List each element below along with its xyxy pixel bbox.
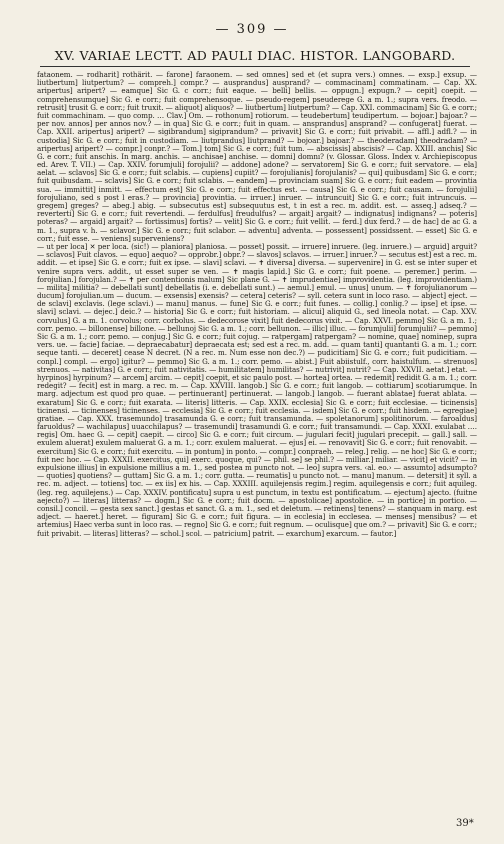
body-paragraph: fataonem. — rodharit] rothärit. — farone] faraonem. — sed omnes] sed et (et supra vers.) omnes. — exsp.] exsup. — liutbertum] liutpertum? — compreh.] compr.? — ausprandus] ausprand? — commacinam] commatinam. — Cap. XX. aripertus] aripert? — eamque] Sic G. c corr.; fuit eaque. — belli] bellis. — oppugn.] expugn.? — cepit] coepit. — comprehensumque] Sic G. e corr.; fuit comprehensoque. — pseudo-regem] pseuderege G. a m. 1.; supra vers. freodo. — retrusit] trusit G. e corr.; fuit truxit. — aliquot] aliquos? — liutbertum] liutpertum? — Cap. XXI. commacinam] Sic G. e corr.; fuit commachinam. — quo comp. … Clav.] Om. — rothonum] rotiorum. — teudebertum] teudipertum. — bojoar.] bajoar.? — per nov. annos] per annos nov.? — in qua] Sic G. e corr.; fuit in quam. — ansprandus] ansprand? — confugerat] fuerat. — Cap. XXII. aripertus] aripert? — sigibrandum] sigiprandum? — privavit] Sic G. e corr.; fuit privabit. — affl.] adfl.? — in custodia] Sic G. e corr.; fuit in custodiam. — liutprandus] liutprand? — bojoar.] bajoar.? — theoderadam] theodradam? — aripertus] aripert? — compr.] conpr.? — Tom.] tom] Sic G. e corr.; fuit tum. — abscissis] abscisis? — Cap. XXIII. anchis] Sic G. e corr.; fuit anschis. In marg. anchis. — anchisae] anchise. — domni] domnı? (v. Glossar. Gloss. Index v. Archiepiscopus ed. Arev. T. VII.) — Cap. XXIV. forumjuli] forojulii? — addone] adone? — servatorem] Sic G. e corr.; fuit servatore. — ela] aelat. — sclavos] Sic G. e corr.; fuit sclabis. — cupiens] cupiit? — forojulianis] forojulanis? — qui] quibusdam] Sic G. e corr.; fuit quibusdam. — sclavis] Sic G. e corr.; fuit sclabis. — eandem] — provinciam suam] Sic G. e corr.; fuit eadem — provintia sua. — immittit] inmitt. — effectum est] Sic G. e corr.; fuit effectus est. — causa] Sic G. e corr.; fuit causam. — forojulii] forojuliano, sed s post l eras.? — provincia] provintia. — irruer.] inruer. — intruncuit] Sic G. e corr.; fuit intruncuis. — gregem] greges? — abeg.] abig. — subsecutus est] subsequutus est, t in est a rec. m. addit. est. — asseq.] adseq.? — reverterti] Sic G. e corr.; fuit revertendi. — ferdulfus] freudulfus? — argait] argait? — indignatus] indignans? — poteris] poteras? — argaid] argait? — fortissimus] fortis? — velit] Sic G. e corr.; fuit vellit. — ferd.] dux ferd.? — de hac] de ac G. a m. 1., supra v. h. — sclavor.] Sic G. e corr.; fuit sclabor. — adventu] adventa. — possessent] possidssent. — esset] Sic G. e corr.; fuit esse. — veniens] superveniens?	[37, 70, 477, 243]
page-body	[37, 71, 477, 538]
signature-mark: 39*	[456, 818, 474, 829]
running-head: XV. VARIAE LECTT. AD PAULI DIAC. HISTOR. LANGOBARD.	[40, 48, 470, 67]
page-number: — 309 —	[215, 22, 289, 37]
body-paragraph: — ut per loca] ✕ per loca. (sic!) — planiora] planiosa. — posset] possit. — irruere] inruere. (leg. inruere.) — arguid] arguit? — sclavos] Fuit clavos. — equo] aequo? — opprobr.] obpr.? — slavos] sclavos. — irruer.] inruer.? — secutus est] est a rec. m. addit. — et ipse] Sic G. e corr.; fuit ex ipse. — slavi] sclavi. — ✝ diversa] diversa. — supervenire] in G. est se inter super et venire supra vers. addit., ut esset super se ven. — ✝ magis lapid.] Sic G. e corr.; fuit poene. — peremer.] perim. — forojulian.] forojulan.? — ✝ per contentionis malum] Sic plane G. — ✝ imprudentiae] improvidentia. (leg. improvidentiam.) — milita] militia? — debellati sunt] debellatis (i. e. debellati sunt.) — aemul.] emul. — unus] unum. — ✝ forojulianorum — ducum] forojulian.um — ducum. — exsensis] exensis? — cetera] ceteris? — syll. cetera sunt in loco raso. — abject] eject. — de sclavi] exclavis. (lege sclavi.) — manu] manus. — fune] Sic G. e corr.; fuit funes. — collig.] conlig.? — ipse] et ipse. — slavi] sclavi. — dejec.] deic.? — historia] Sic G. e corr.; fuit historiam. — alicui] aliquid G., sed lineola notat. — Cap. XXV. corvulus] G. a m. 1. corvolus; corr. corbolus. — dedecorose vixit] fuit dedecorus vixit. — Cap. XXVI. pemmo] Sic G. a m. 1.; corr. pemo. — billonense] billone. — bellunoj Sic G. a m. 1.; corr. bellunon. — illic] illuc. — forumjulii] forumjulii? — pemmo] Sic G. a m. 1.; corr. pemo. — conjug.] Sic G. e corr.; fuit cojug. — ratpergam] ratpergam? — nomine, quae] nominep, supra vers. ue. — facie] faciae. — depraecabatur] depraecata est; sed est a rec. m. add. — quam tanti] quantanti G. a m. 1.; corr. seque tanti. — deceret] cease N decret. (N a rec. m. Num esse non dec.?) — pudicitiam] Sic G. e corr.; fuit pudicitiam. — conpl.] compl. — ergo] igitur? — pemmo] Sic G. a m. 1.; corr. pemo. — abist.] Fuit abiistulf., corr. haistulfum. — strenuos] strenuos. — nativitas] G. e corr.; fuit nativitatis. — humilitatem] humilitas? — nutrivit] nutrit? — Cap. XXVII. aetat.] etat. — hyrpinos] hyrpinum? — arcem] arcim. — cepit] coepit, et sic paulo post. — hortea] ortea. — redemit] redidit G. a m. 1.; corr. redegit? — fecit] est in marg. a rec. m. — Cap. XXVIII. langob.] Sic G. e corr.; fuit langob. — cottiarum] scotiarumque. In marg. adjectum est quod pro quae. — pertinuerant] pertinuerat. — langob.] langob. — fuerant ablatae] fuerat ablata. — exaratum] Sic G. e corr.; fuit exarata. — literis] litteris. — Cap. XXIX. ecclesia] Sic G. e corr.; fuit ecclesiae. — ticinensis] ticinensi. — ticinenses] ticinenses. — ecclesia] Sic G. e corr.; fuit ecclesia. — isdem] Sic G. e corr.; fuit hisdem. — egregiae] gratiae. — Cap. XXX. trasemundo] trasamunda G. e corr.; fuit transamunda. — spoletanorum] spolitinorum. — faroaldus] faruoldus? — wachilapus] uuacchilapus? — trasemundi] trasamundi G. e corr.; fuit transamundi. — Cap. XXXI. exulabat …. regis] Om. haec G. — cepit] caepit. — circo] Sic G. e corr.; fuit circum. — jugulari fecit] jugulari precepit. — gall.] sall. — exulem aluerat] exulem maluerat G. a m. 1.; corr. exulem maluerat. — ejus] ei. — renovavit] Sic G. e corr.; fuit renovabit. — exercitum] Sic G. e corr.; fuit exercitu. — in pontum] in ponto. — compr.] conpraeh. — releg.] relig. — ne hoc] Sic G. e corr.; fuit nec hoc. — Cap. XXXII. exercitus, qui] exerc. quoque, qui? — phil. se] se phil.? — milliar.] miliar. — vicit] et vicit? — in expulsione illius] in expulsione millius a m. 1., sed postea m puncto not. — leo] supra vers. ‹al. eo.› — assumto] adsumpto? — quoties] quotiens? — guttam] Sic G. a m. 1.; corr. gutta. — reumatis] u puncto not. — manu] manum. — detersit] it syll. a rec. m. adject. — totiens] toc. — ex iis] ex his. — Cap. XXXIII. aquilejensis regim.] regim. aquilegensis e corr.; fuit aquileg. (leg. reg. aquilejens.) — Cap. XXXIV. pontificatu] supra u est punctum, in textu est pontificatum. — ejectum] ajecto. (fuitne aejecto?) — literas] litteras? — dogm.] Sic G. e corr.; fuit docm. — apostolicae] apostolice. — in portice] in portico. — consil.] concil. — gesta sex sanct.] gestas et sanct. G. a m. 1., sed et deletum. — retinens] tenens? — stanquam in marg. est adject. — haeret.] heret. — figuram] Sic G. e corr.; fuit figura. — in ecclesia] in ecclesea. — menses] mensibus? — et artemius] Haec verba sunt in loco ras. — regno] Sic G. e corr.; fuit regnum. — oculisque] que om.? — privavit] Sic G. e corr.; fuit privabit. — literas] litteras? — schol.] scol. — patricium] patrit. — exarchum] exarcum. — fautor.]	[37, 241, 477, 538]
